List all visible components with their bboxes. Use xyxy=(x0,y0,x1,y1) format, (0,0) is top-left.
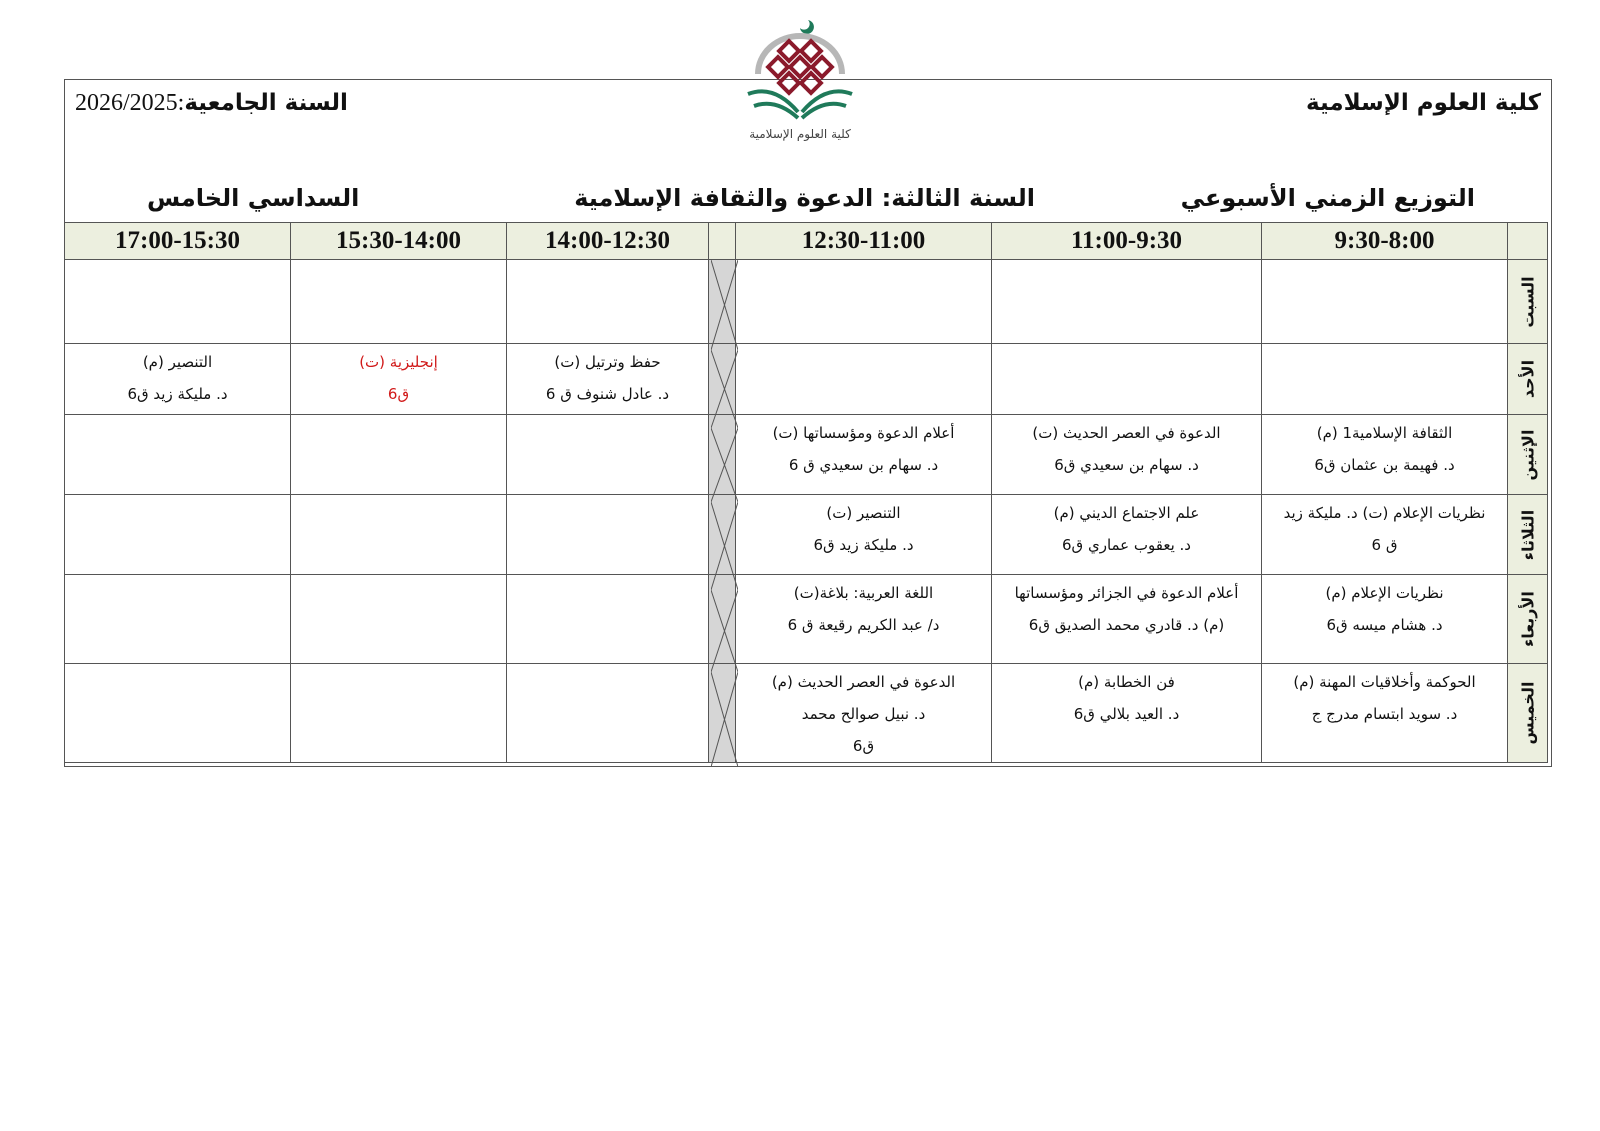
course-line: الدعوة في العصر الحديث (م) xyxy=(771,673,956,691)
break-cell xyxy=(709,664,736,763)
day-label: الثلاثاء xyxy=(1518,509,1537,560)
day-row xyxy=(65,415,1548,495)
course-line: ق 6 xyxy=(1371,536,1398,554)
day-label-cell xyxy=(1508,260,1548,344)
break-cell xyxy=(709,575,736,664)
day-label-cell xyxy=(1508,344,1548,415)
timetable xyxy=(64,222,1548,763)
course-line: فن الخطابة (م) xyxy=(1078,673,1175,691)
day-label: الإثنين xyxy=(1518,429,1537,480)
academic-year xyxy=(75,90,348,117)
schedule-cell xyxy=(65,260,291,344)
course-line: علم الاجتماع الديني (م) xyxy=(1053,504,1200,522)
college-name: كلية العلوم الإسلامية xyxy=(1306,90,1541,116)
schedule-cell xyxy=(507,664,709,763)
time-slot-2: 11:00-9:30 xyxy=(992,223,1262,260)
schedule-cell xyxy=(65,664,291,763)
day-label-cell xyxy=(1508,415,1548,495)
schedule-cell xyxy=(736,260,992,344)
break-cell xyxy=(709,495,736,575)
day-row xyxy=(65,495,1548,575)
day-label: الأحد xyxy=(1518,359,1537,399)
semester-title: السداسي الخامس xyxy=(147,184,360,212)
course-line: د. عادل شنوف ق 6 xyxy=(545,385,670,403)
schedule-cell xyxy=(507,415,709,495)
course-line: ق6 xyxy=(387,385,410,403)
schedule-cell xyxy=(291,495,507,575)
course-line: د. يعقوب عماري ق6 xyxy=(1062,536,1191,554)
course-line: (م) د. قادري محمد الصديق ق6 xyxy=(1028,616,1225,634)
logo-text: كلية العلوم الإسلامية xyxy=(749,127,851,141)
course-line: أعلام الدعوة في الجزائر ومؤسساتها xyxy=(1014,584,1239,602)
course-line: د. مليكة زيد ق6 xyxy=(127,385,228,403)
course-line: د. نبيل صوالح محمد xyxy=(801,705,926,723)
schedule-cell xyxy=(291,344,507,415)
time-slot-5: 15:30-14:00 xyxy=(291,223,507,260)
course-line: أعلام الدعوة ومؤسساتها (ت) xyxy=(772,424,955,442)
day-row xyxy=(65,260,1548,344)
day-label-cell xyxy=(1508,575,1548,664)
course-line: الثقافة الإسلامية1 (م) xyxy=(1316,424,1453,442)
schedule-cell xyxy=(1262,344,1508,415)
course-line: اللغة العربية: بلاغة(ت) xyxy=(793,584,934,602)
break-cell xyxy=(709,260,736,344)
schedule-cell xyxy=(992,415,1262,495)
time-slot-6: 17:00-15:30 xyxy=(65,223,291,260)
day-label: الخميس xyxy=(1518,681,1537,745)
day-header-corner xyxy=(1508,223,1548,260)
schedule-cell xyxy=(291,575,507,664)
time-slot-4: 14:00-12:30 xyxy=(507,223,709,260)
course-line: حفظ وترتيل (ت) xyxy=(554,353,661,371)
college-logo xyxy=(738,14,862,148)
schedule-cell xyxy=(736,495,992,575)
schedule-cell xyxy=(1262,415,1508,495)
time-header-row xyxy=(65,223,1548,260)
course-line: د/ عبد الكريم رقيعة ق 6 xyxy=(787,616,940,634)
schedule-cell xyxy=(291,664,507,763)
day-row xyxy=(65,575,1548,664)
course-line: د. سويد ابتسام مدرج ج xyxy=(1311,705,1458,723)
course-line: الحوكمة وأخلاقيات المهنة (م) xyxy=(1293,673,1476,691)
course-line: التنصير (ت) xyxy=(826,504,901,522)
break-cell xyxy=(709,415,736,495)
course-line: نظريات الإعلام (ت) د. مليكة زيد xyxy=(1283,504,1486,522)
day-label-cell xyxy=(1508,664,1548,763)
schedule-cell xyxy=(992,260,1262,344)
schedule-cell xyxy=(291,415,507,495)
day-label: السبت xyxy=(1518,275,1537,328)
course-line: د. فهيمة بن عثمان ق6 xyxy=(1314,456,1455,474)
schedule-cell xyxy=(507,260,709,344)
course-line: نظريات الإعلام (م) xyxy=(1325,584,1444,602)
schedule-cell xyxy=(992,344,1262,415)
time-slot-3: 12:30-11:00 xyxy=(736,223,992,260)
day-row xyxy=(65,664,1548,763)
schedule-cell xyxy=(507,495,709,575)
academic-year-value: :2026/2025 xyxy=(75,90,185,116)
course-line: الدعوة في العصر الحديث (ت) xyxy=(1032,424,1221,442)
schedule-sheet xyxy=(64,79,1552,767)
schedule-cell xyxy=(736,344,992,415)
schedule-cell xyxy=(507,344,709,415)
schedule-cell xyxy=(65,575,291,664)
time-slot-1: 9:30-8:00 xyxy=(1262,223,1508,260)
course-line: د. سهام بن سعيدي ق 6 xyxy=(788,456,939,474)
schedule-cell xyxy=(1262,664,1508,763)
course-line: د. العيد بلالي ق6 xyxy=(1073,705,1180,723)
schedule-cell xyxy=(992,495,1262,575)
day-label: الأربعاء xyxy=(1518,591,1537,647)
schedule-cell xyxy=(736,575,992,664)
schedule-cell xyxy=(65,495,291,575)
level-title: السنة الثالثة: الدعوة والثقافة الإسلامية xyxy=(574,184,1035,212)
day-row xyxy=(65,344,1548,415)
course-line: د. سهام بن سعيدي ق6 xyxy=(1054,456,1199,474)
schedule-cell xyxy=(65,344,291,415)
academic-year-label: السنة الجامعية xyxy=(184,90,348,116)
day-label-cell xyxy=(1508,495,1548,575)
course-line: د. هشام ميسه ق6 xyxy=(1326,616,1443,634)
break-cell xyxy=(709,344,736,415)
course-line: إنجليزية (ت) xyxy=(359,353,438,371)
schedule-title: التوزيع الزمني الأسبوعي xyxy=(1180,184,1475,212)
schedule-cell xyxy=(1262,495,1508,575)
schedule-cell xyxy=(736,664,992,763)
schedule-cell xyxy=(291,260,507,344)
break-header xyxy=(709,223,736,260)
schedule-cell xyxy=(1262,575,1508,664)
schedule-cell xyxy=(736,415,992,495)
course-line: د. مليكة زيد ق6 xyxy=(813,536,914,554)
schedule-cell xyxy=(507,575,709,664)
course-line: التنصير (م) xyxy=(142,353,213,371)
schedule-cell xyxy=(65,415,291,495)
course-line: ق6 xyxy=(852,737,875,755)
schedule-cell xyxy=(992,575,1262,664)
schedule-cell xyxy=(992,664,1262,763)
schedule-cell xyxy=(1262,260,1508,344)
